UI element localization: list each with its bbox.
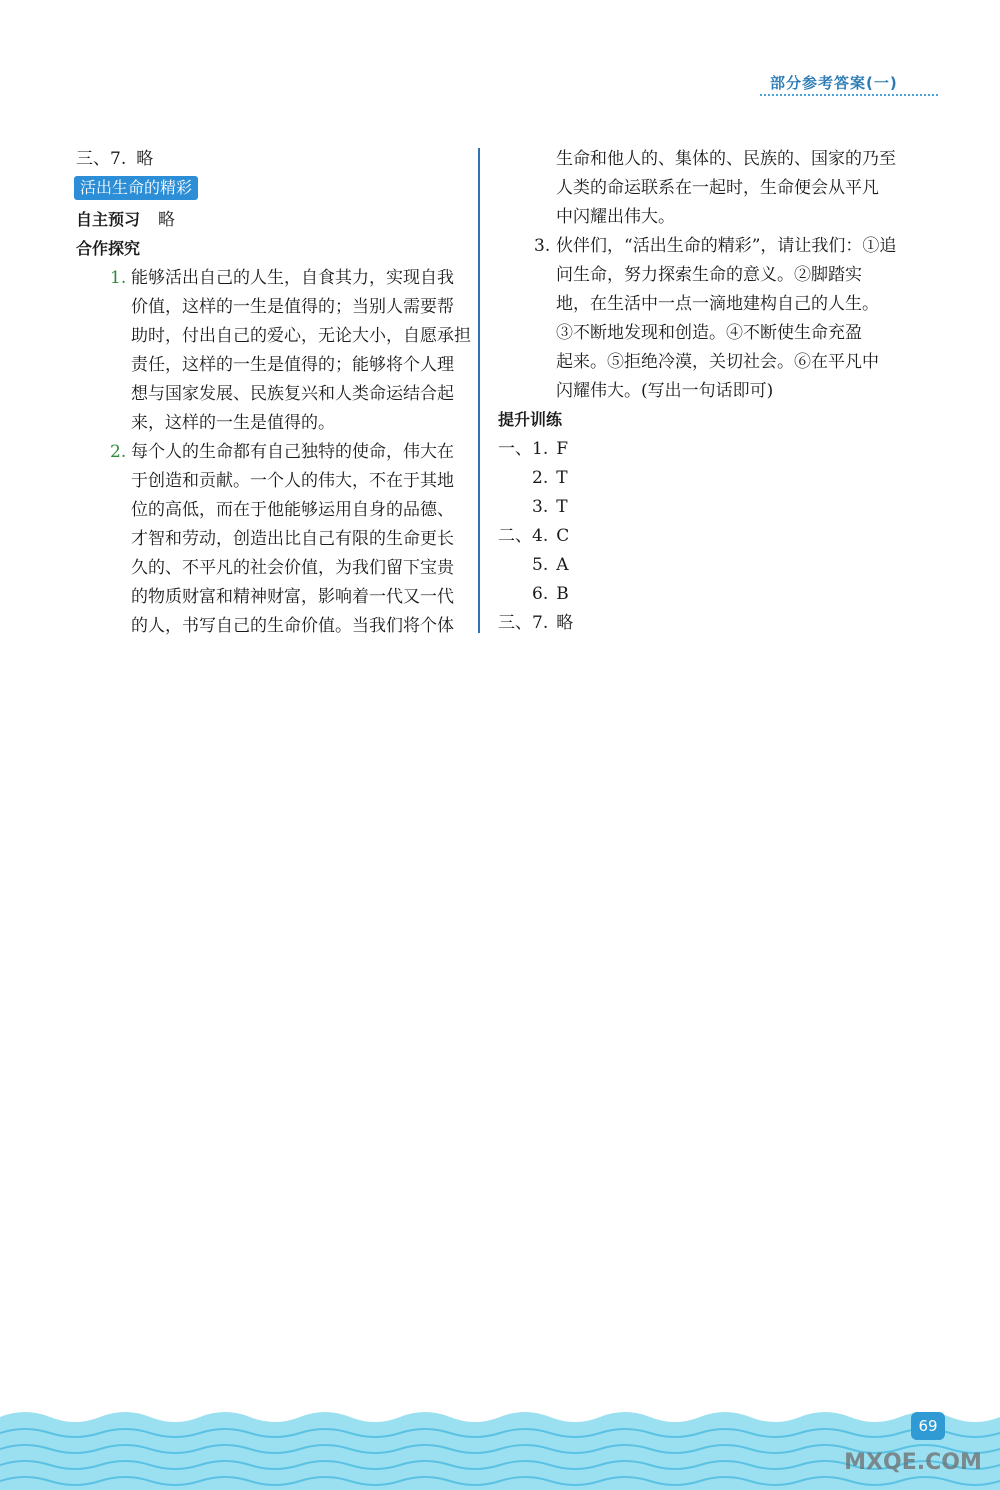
answer-prefix: 三、 <box>498 613 532 633</box>
q3-line: 闪耀伟大。(写出一句话即可) <box>556 381 774 401</box>
q2-continued-line: 中闪耀出伟大。 <box>556 207 675 227</box>
preview-label: 自主预习 <box>76 210 141 229</box>
page-number: 69 <box>918 1417 938 1435</box>
answer-prefix: 二、 <box>498 526 532 546</box>
q3-line: 地，在生活中一点一滴地建构自己的人生。 <box>556 294 879 314</box>
column-divider <box>478 148 480 633</box>
q2-line: 久的、不平凡的社会价值，为我们留下宝贵 <box>131 558 454 578</box>
q2-line: 于创造和贡献。一个人的伟大，不在于其地 <box>131 471 454 491</box>
prev-item-label: 三、7. <box>76 149 127 169</box>
answer-row <box>498 554 569 576</box>
page-header <box>760 70 940 102</box>
prev-item <box>76 148 153 170</box>
answer-value: 略 <box>556 613 574 633</box>
q2-line: 的物质财富和精神财富，影响着一代又一代 <box>131 587 454 607</box>
prev-item-answer: 略 <box>136 149 154 169</box>
q2-line: 位的高低，而在于他能够运用自身的品德、 <box>131 500 454 520</box>
q2-line: 每个人的生命都有自己独特的使命，伟大在 <box>131 442 454 462</box>
q3-line: 问生命，努力探索生命的意义。②脚踏实 <box>556 265 862 285</box>
answer-row <box>498 583 569 605</box>
answer-num: 4. <box>532 526 549 546</box>
q2-number: 2. <box>110 442 127 462</box>
q1-line: 能够活出自己的人生，自食其力，实现自我 <box>131 268 454 288</box>
q1-number: 1. <box>110 268 127 288</box>
watermark <box>828 1402 998 1486</box>
header-dotted-rule <box>760 94 938 96</box>
q1-line: 想与国家发展、民族复兴和人类命运结合起 <box>131 384 454 404</box>
q1-line: 来，这样的一生是值得的。 <box>131 413 335 433</box>
q3-line: 伙伴们，“活出生命的精彩”，请让我们：①追 <box>556 236 897 256</box>
answer-num: 5. <box>532 555 549 575</box>
q1-line: 责任，这样的一生是值得的；能够将个人理 <box>131 355 454 375</box>
answer-num: 3. <box>532 497 549 517</box>
answer-num: 2. <box>532 468 549 488</box>
training-heading: 提升训练 <box>498 410 563 429</box>
q2-line: 才智和劳动，创造出比自己有限的生命更长 <box>131 529 454 549</box>
answer-value: F <box>556 439 569 459</box>
q1-line: 价值，这样的一生是值得的；当别人需要帮 <box>131 297 454 317</box>
answer-value: T <box>556 468 568 488</box>
q2-continued-line: 人类的命运联系在一起时，生命便会从平凡 <box>556 178 879 198</box>
answer-num: 1. <box>532 439 549 459</box>
answer-num: 7. <box>532 613 549 633</box>
q2-line: 的人，书写自己的生命价值。当我们将个体 <box>131 616 454 636</box>
answer-num: 6. <box>532 584 549 604</box>
answer-prefix: 一、 <box>498 439 532 459</box>
answer-row <box>498 496 568 518</box>
q3-line: 起来。⑤拒绝冷漠，关切社会。⑥在平凡中 <box>556 352 879 372</box>
answer-value: C <box>556 526 570 546</box>
watermark-text: MXQE.COM <box>844 1450 982 1475</box>
preview-answer: 略 <box>158 210 176 230</box>
header-title: 部分参考答案(一) <box>770 74 898 92</box>
q3-line: ③不断地发现和创造。④不断使生命充盈 <box>556 323 862 343</box>
answer-value: A <box>556 555 569 575</box>
q2-continued-line: 生命和他人的、集体的、民族的、国家的乃至 <box>556 149 896 169</box>
q1-line: 助时，付出自己的爱心，无论大小，自愿承担 <box>131 326 471 346</box>
answer-value: B <box>556 584 569 604</box>
answer-row <box>498 438 568 460</box>
section-title: 活出生命的精彩 <box>74 176 198 200</box>
answer-row <box>498 525 569 547</box>
q3-number: 3. <box>534 236 551 256</box>
answer-row <box>498 467 568 489</box>
preview-row <box>76 209 175 231</box>
cooperate-heading: 合作探究 <box>76 239 141 258</box>
answer-row <box>498 612 573 634</box>
answer-value: T <box>556 497 568 517</box>
